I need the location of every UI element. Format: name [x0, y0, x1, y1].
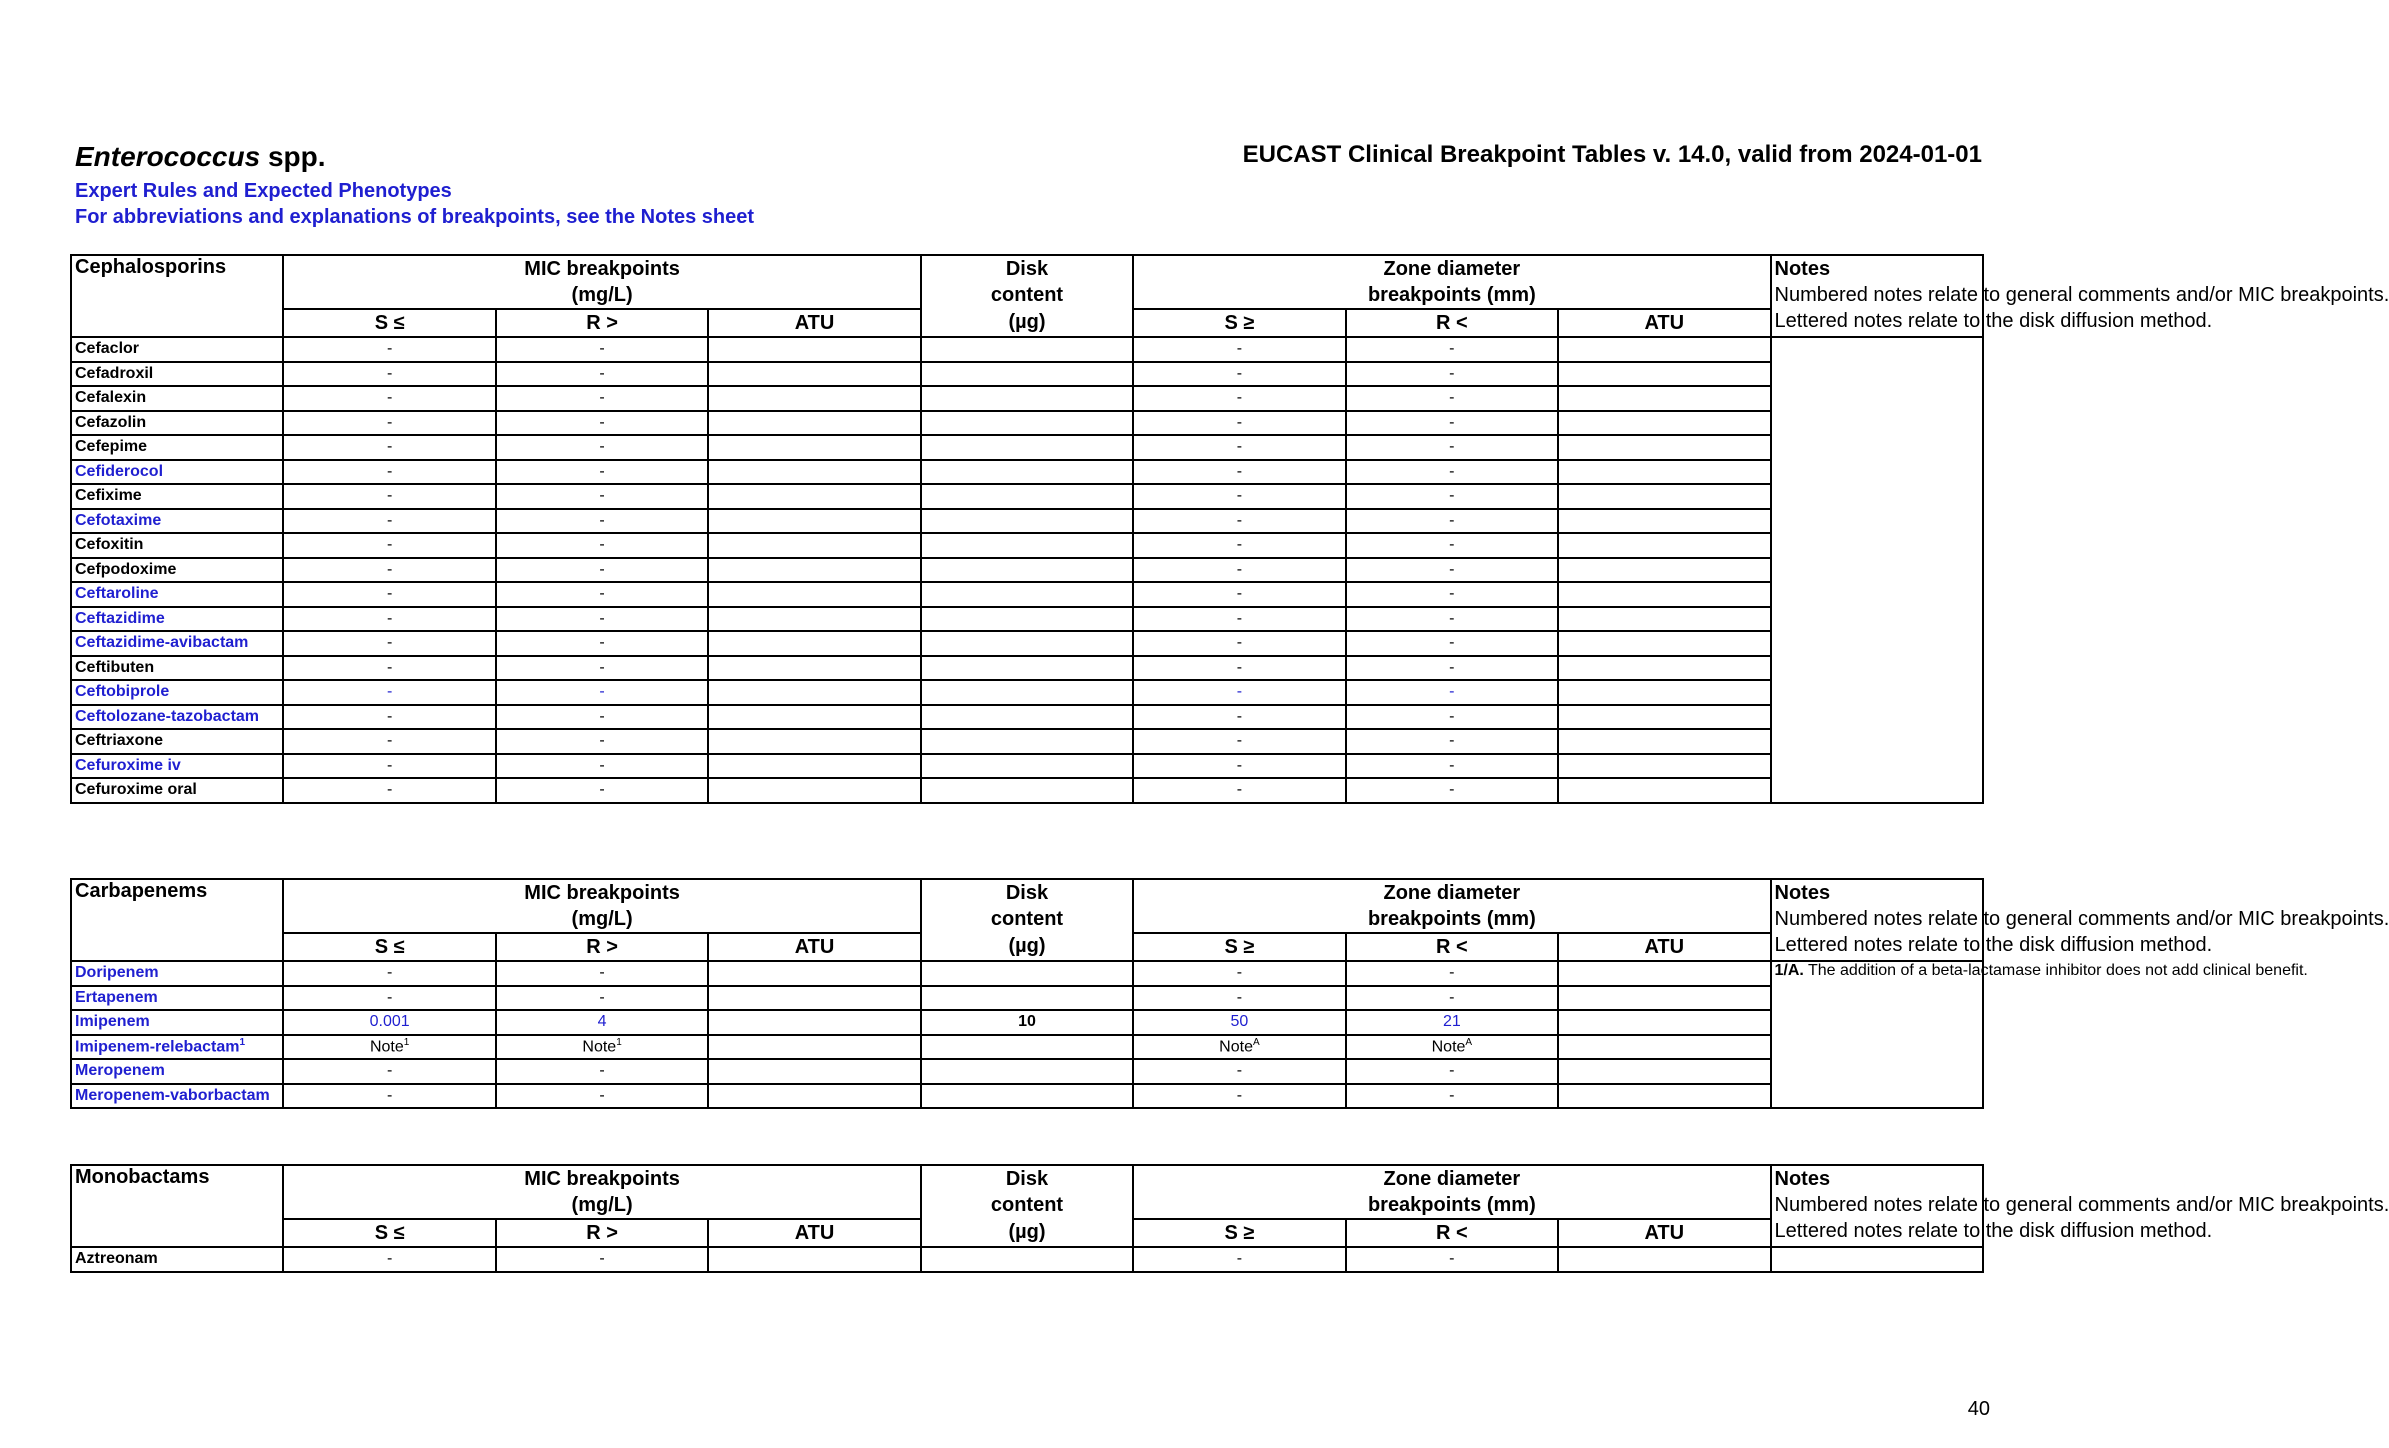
mic-atu-value [708, 961, 920, 986]
zone-r-value: - [1346, 961, 1558, 986]
zone-r-value: - [1346, 460, 1558, 485]
mic-r-value: - [496, 986, 708, 1011]
mic-s-value: - [283, 582, 495, 607]
zone-r-value: - [1346, 778, 1558, 803]
mic-atu-value [708, 778, 920, 803]
zone-s-value: - [1133, 754, 1345, 779]
mic-atu-value [708, 337, 920, 362]
mic-r-value: - [496, 582, 708, 607]
zone-atu-value [1558, 631, 1770, 656]
disk-header: Disk [921, 879, 1133, 906]
disk-content-value [921, 1035, 1133, 1060]
col-s-le: S ≤ [283, 1219, 495, 1247]
table-row [71, 754, 1983, 779]
drug-name[interactable]: Ceftolozane-tazobactam [71, 705, 283, 730]
zone-r-value: - [1346, 680, 1558, 705]
disk-content-value [921, 1059, 1133, 1084]
drug-name[interactable]: Doripenem [71, 961, 283, 986]
table-row [71, 986, 1983, 1011]
mic-s-value: - [283, 705, 495, 730]
mic-r-value: - [496, 1084, 708, 1109]
disk-content-value: 10 [921, 1010, 1133, 1035]
mic-atu-value [708, 680, 920, 705]
zone-r-value: - [1346, 754, 1558, 779]
drug-name: Cefixime [71, 484, 283, 509]
zone-s-value: - [1133, 362, 1345, 387]
zone-r-value: - [1346, 1084, 1558, 1109]
mic-s-value: - [283, 986, 495, 1011]
zone-s-value: - [1133, 631, 1345, 656]
mic-atu-value [708, 1084, 920, 1109]
drug-class-name: Monobactams [71, 1165, 283, 1247]
zone-s-value: - [1133, 386, 1345, 411]
zone-s-value: - [1133, 484, 1345, 509]
col-zone-s-ge: S ≥ [1133, 933, 1345, 961]
disk-unit: (µg) [921, 933, 1133, 961]
drug-name: Cefazolin [71, 411, 283, 436]
zone-r-value: - [1346, 386, 1558, 411]
zone-s-value: - [1133, 656, 1345, 681]
mic-s-value: - [283, 961, 495, 986]
table-row [71, 435, 1983, 460]
mic-s-value: 0.001 [283, 1010, 495, 1035]
table-row [71, 705, 1983, 730]
table-row [71, 386, 1983, 411]
mic-r-value: - [496, 778, 708, 803]
disk-content-value [921, 411, 1133, 436]
zone-header: Zone diameter [1133, 879, 1770, 906]
zone-r-value: - [1346, 411, 1558, 436]
drug-name: Ceftibuten [71, 656, 283, 681]
zone-s-value: - [1133, 582, 1345, 607]
table-row [71, 533, 1983, 558]
zone-r-value: - [1346, 656, 1558, 681]
zone-atu-value [1558, 607, 1770, 632]
zone-s-value: - [1133, 961, 1345, 986]
drug-name[interactable]: Imipenem-relebactam$^1$ [71, 1035, 283, 1060]
mic-s-value: - [283, 362, 495, 387]
mic-r-value: - [496, 754, 708, 779]
zone-unit: breakpoints (mm) [1133, 282, 1770, 309]
mic-r-value: - [496, 386, 708, 411]
subtitle-expert-rules[interactable]: Expert Rules and Expected Phenotypes [75, 180, 452, 202]
drug-class-name: Carbapenems [71, 879, 283, 961]
mic-r-value: - [496, 435, 708, 460]
zone-atu-value [1558, 362, 1770, 387]
zone-unit: breakpoints (mm) [1133, 906, 1770, 933]
table-row [71, 631, 1983, 656]
disk-content-value [921, 533, 1133, 558]
zone-r-value: - [1346, 558, 1558, 583]
disk-content-value [921, 986, 1133, 1011]
drug-name[interactable]: Cefuroxime iv [71, 754, 283, 779]
zone-r-value: - [1346, 1247, 1558, 1272]
zone-s-value: - [1133, 1247, 1345, 1272]
zone-atu-value [1558, 961, 1770, 986]
mic-s-value: - [283, 509, 495, 534]
zone-atu-value [1558, 705, 1770, 730]
mic-s-value: - [283, 1084, 495, 1109]
col-zone-atu: ATU [1558, 309, 1770, 337]
table-row [71, 460, 1983, 485]
col-r-gt: R > [496, 309, 708, 337]
mic-atu-value [708, 607, 920, 632]
notes-header: Notes Numbered notes relate to general comments and/or MIC breakpoints. Lettered notes relate to the disk diffusion method. [1771, 879, 1984, 961]
drug-name: Cefpodoxime [71, 558, 283, 583]
breakpoint-table [70, 1164, 2389, 1273]
mic-s-value: - [283, 778, 495, 803]
drug-name: Aztreonam [71, 1247, 283, 1272]
disk-content-value [921, 558, 1133, 583]
zone-s-value: - [1133, 607, 1345, 632]
zone-atu-value [1558, 680, 1770, 705]
table-row [71, 362, 1983, 387]
mic-r-value: - [496, 961, 708, 986]
disk-content-value [921, 754, 1133, 779]
mic-header: MIC breakpoints [283, 879, 920, 906]
mic-atu-value [708, 460, 920, 485]
page-number: 40 [1967, 1398, 1990, 1420]
zone-atu-value [1558, 435, 1770, 460]
disk-content-value [921, 509, 1133, 534]
table-row [71, 961, 1983, 986]
mic-s-value: - [283, 411, 495, 436]
mic-atu-value [708, 656, 920, 681]
mic-atu-value [708, 729, 920, 754]
col-zone-r-lt: R < [1346, 1219, 1558, 1247]
mic-atu-value [708, 705, 920, 730]
drug-name: Cefepime [71, 435, 283, 460]
page-title [75, 141, 326, 173]
mic-atu-value [708, 754, 920, 779]
drug-name: Cefuroxime oral [71, 778, 283, 803]
disk-header-2: content [921, 906, 1133, 933]
zone-r-value: - [1346, 1059, 1558, 1084]
disk-content-value [921, 1084, 1133, 1109]
zone-s-value: - [1133, 729, 1345, 754]
mic-atu-value [708, 986, 920, 1011]
drug-name: Cefalexin [71, 386, 283, 411]
drug-name[interactable]: Meropenem [71, 1059, 283, 1084]
mic-r-value: - [496, 680, 708, 705]
disk-content-value [921, 1247, 1133, 1272]
zone-atu-value [1558, 656, 1770, 681]
col-s-le: S ≤ [283, 933, 495, 961]
zone-atu-value [1558, 337, 1770, 362]
zone-r-value: - [1346, 582, 1558, 607]
col-atu: ATU [708, 933, 920, 961]
zone-r-value: - [1346, 509, 1558, 534]
zone-s-value: Note$^A$ [1133, 1035, 1345, 1060]
drug-name: Cefaclor [71, 337, 283, 362]
zone-atu-value [1558, 582, 1770, 607]
disk-content-value [921, 729, 1133, 754]
organism-suffix: spp. [267, 141, 326, 172]
zone-r-value: - [1346, 362, 1558, 387]
zone-s-value: - [1133, 533, 1345, 558]
zone-atu-value [1558, 1035, 1770, 1060]
table-row [71, 778, 1983, 803]
mic-atu-value [708, 362, 920, 387]
mic-atu-value [708, 1247, 920, 1272]
mic-r-value: 4 [496, 1010, 708, 1035]
zone-atu-value [1558, 509, 1770, 534]
mic-atu-value [708, 1035, 920, 1060]
disk-content-value [921, 778, 1133, 803]
breakpoint-table [70, 878, 2389, 1109]
table-row [71, 484, 1983, 509]
table-row [71, 337, 1983, 362]
drug-name[interactable]: Ceftaroline [71, 582, 283, 607]
disk-header-2: content [921, 1192, 1133, 1219]
disk-content-value [921, 484, 1133, 509]
col-zone-s-ge: S ≥ [1133, 309, 1345, 337]
zone-atu-value [1558, 484, 1770, 509]
mic-unit: (mg/L) [283, 1192, 920, 1219]
mic-r-value: - [496, 460, 708, 485]
col-r-gt: R > [496, 933, 708, 961]
table-row [71, 558, 1983, 583]
zone-s-value: - [1133, 986, 1345, 1011]
col-zone-s-ge: S ≥ [1133, 1219, 1345, 1247]
mic-s-value: - [283, 754, 495, 779]
table-row [71, 509, 1983, 534]
zone-r-value: Note$^A$ [1346, 1035, 1558, 1060]
table-row [71, 1247, 1983, 1272]
zone-atu-value [1558, 1247, 1770, 1272]
mic-atu-value [708, 631, 920, 656]
disk-header: Disk [921, 1165, 1133, 1192]
zone-s-value: - [1133, 1084, 1345, 1109]
col-zone-r-lt: R < [1346, 933, 1558, 961]
disk-content-value [921, 631, 1133, 656]
table-row [71, 1010, 1983, 1035]
mic-r-value: - [496, 533, 708, 558]
drug-name: Cefoxitin [71, 533, 283, 558]
col-atu: ATU [708, 1219, 920, 1247]
mic-s-value: - [283, 386, 495, 411]
disk-content-value [921, 460, 1133, 485]
mic-atu-value [708, 1059, 920, 1084]
mic-r-value: - [496, 607, 708, 632]
mic-atu-value [708, 558, 920, 583]
zone-unit: breakpoints (mm) [1133, 1192, 1770, 1219]
zone-r-value: - [1346, 337, 1558, 362]
zone-r-value: - [1346, 729, 1558, 754]
zone-s-value: - [1133, 1059, 1345, 1084]
disk-content-value [921, 705, 1133, 730]
disk-content-value [921, 337, 1133, 362]
table-row [71, 680, 1983, 705]
drug-name[interactable]: Ceftazidime-avibactam [71, 631, 283, 656]
table-row [71, 1035, 1983, 1060]
disk-content-value [921, 362, 1133, 387]
mic-s-value: - [283, 729, 495, 754]
zone-s-value: - [1133, 680, 1345, 705]
version-header: EUCAST Clinical Breakpoint Tables v. 14.0, valid from 2024-01-01 [1242, 141, 1982, 168]
zone-atu-value [1558, 460, 1770, 485]
drug-name[interactable]: Imipenem [71, 1010, 283, 1035]
mic-atu-value [708, 509, 920, 534]
mic-s-value: - [283, 631, 495, 656]
zone-atu-value [1558, 1010, 1770, 1035]
zone-atu-value [1558, 986, 1770, 1011]
drug-name[interactable]: Ertapenem [71, 986, 283, 1011]
zone-s-value: - [1133, 558, 1345, 583]
organism-name: Enterococcus [75, 141, 261, 172]
zone-r-value: - [1346, 705, 1558, 730]
disk-content-value [921, 680, 1133, 705]
mic-atu-value [708, 582, 920, 607]
drug-name[interactable]: Cefiderocol [71, 460, 283, 485]
disk-content-value [921, 582, 1133, 607]
zone-s-value: - [1133, 509, 1345, 534]
mic-unit: (mg/L) [283, 282, 920, 309]
mic-s-value: - [283, 680, 495, 705]
mic-r-value: - [496, 337, 708, 362]
disk-content-value [921, 961, 1133, 986]
subtitle-notes-link[interactable]: For abbreviations and explanations of breakpoints, see the Notes sheet [75, 206, 755, 228]
table-row [71, 1084, 1983, 1109]
zone-atu-value [1558, 386, 1770, 411]
mic-r-value: - [496, 362, 708, 387]
zone-header: Zone diameter [1133, 1165, 1770, 1192]
zone-atu-value [1558, 729, 1770, 754]
mic-atu-value [708, 533, 920, 558]
drug-class-name: Cephalosporins [71, 255, 283, 337]
notes-header: Notes Numbered notes relate to general comments and/or MIC breakpoints. Lettered notes relate to the disk diffusion method. [1771, 1165, 1984, 1247]
table-row [71, 607, 1983, 632]
mic-atu-value [708, 386, 920, 411]
zone-atu-value [1558, 533, 1770, 558]
disk-content-value [921, 435, 1133, 460]
zone-s-value: - [1133, 705, 1345, 730]
mic-s-value: - [283, 460, 495, 485]
mic-r-value: - [496, 1059, 708, 1084]
disk-header-2: content [921, 282, 1133, 309]
zone-r-value: - [1346, 484, 1558, 509]
mic-r-value: - [496, 558, 708, 583]
col-zone-atu: ATU [1558, 933, 1770, 961]
col-zone-atu: ATU [1558, 1219, 1770, 1247]
table-row [71, 656, 1983, 681]
drug-name: Cefadroxil [71, 362, 283, 387]
table-row [71, 1059, 1983, 1084]
mic-header: MIC breakpoints [283, 1165, 920, 1192]
col-s-le: S ≤ [283, 309, 495, 337]
mic-atu-value [708, 411, 920, 436]
drug-name[interactable]: Cefotaxime [71, 509, 283, 534]
mic-r-value: - [496, 705, 708, 730]
mic-s-value: - [283, 656, 495, 681]
notes-content [1771, 1247, 1984, 1272]
mic-r-value: - [496, 1247, 708, 1272]
mic-r-value: - [496, 411, 708, 436]
mic-unit: (mg/L) [283, 906, 920, 933]
mic-r-value: Note$^1$ [496, 1035, 708, 1060]
zone-atu-value [1558, 558, 1770, 583]
mic-r-value: - [496, 509, 708, 534]
zone-r-value: - [1346, 607, 1558, 632]
mic-atu-value [708, 1010, 920, 1035]
notes-content [1771, 337, 1984, 803]
drug-name[interactable]: Ceftobiprole [71, 680, 283, 705]
table-row [71, 729, 1983, 754]
mic-atu-value [708, 435, 920, 460]
zone-r-value: - [1346, 986, 1558, 1011]
disk-content-value [921, 656, 1133, 681]
zone-atu-value [1558, 754, 1770, 779]
zone-s-value: - [1133, 337, 1345, 362]
zone-r-value: - [1346, 435, 1558, 460]
mic-s-value: - [283, 1059, 495, 1084]
zone-r-value: - [1346, 533, 1558, 558]
mic-s-value: - [283, 607, 495, 632]
mic-s-value: - [283, 1247, 495, 1272]
zone-atu-value [1558, 778, 1770, 803]
zone-r-value: 21 [1346, 1010, 1558, 1035]
table-row [71, 582, 1983, 607]
disk-header: Disk [921, 255, 1133, 282]
zone-s-value: 50 [1133, 1010, 1345, 1035]
mic-s-value: - [283, 533, 495, 558]
zone-s-value: - [1133, 411, 1345, 436]
zone-atu-value [1558, 1084, 1770, 1109]
zone-atu-value [1558, 1059, 1770, 1084]
notes-header: Notes Numbered notes relate to general comments and/or MIC breakpoints. Lettered notes relate to the disk diffusion method. [1771, 255, 1984, 337]
mic-s-value: - [283, 558, 495, 583]
mic-r-value: - [496, 631, 708, 656]
mic-header: MIC breakpoints [283, 255, 920, 282]
col-atu: ATU [708, 309, 920, 337]
drug-name[interactable]: Ceftazidime [71, 607, 283, 632]
table-row [71, 411, 1983, 436]
mic-s-value: - [283, 484, 495, 509]
drug-name: Ceftriaxone [71, 729, 283, 754]
mic-s-value: - [283, 435, 495, 460]
col-zone-r-lt: R < [1346, 309, 1558, 337]
breakpoint-table [70, 254, 2389, 804]
mic-s-value: Note$^1$ [283, 1035, 495, 1060]
disk-content-value [921, 607, 1133, 632]
zone-atu-value [1558, 411, 1770, 436]
mic-atu-value [708, 484, 920, 509]
mic-r-value: - [496, 484, 708, 509]
disk-content-value [921, 386, 1133, 411]
zone-s-value: - [1133, 460, 1345, 485]
col-r-gt: R > [496, 1219, 708, 1247]
notes-content: 1/A. The addition of a beta-lactamase inhibitor does not add clinical benefit. [1771, 961, 1984, 1108]
drug-name[interactable]: Meropenem-vaborbactam [71, 1084, 283, 1109]
disk-unit: (µg) [921, 309, 1133, 337]
zone-s-value: - [1133, 778, 1345, 803]
zone-r-value: - [1346, 631, 1558, 656]
mic-r-value: - [496, 729, 708, 754]
mic-s-value: - [283, 337, 495, 362]
zone-s-value: - [1133, 435, 1345, 460]
disk-unit: (µg) [921, 1219, 1133, 1247]
zone-header: Zone diameter [1133, 255, 1770, 282]
mic-r-value: - [496, 656, 708, 681]
